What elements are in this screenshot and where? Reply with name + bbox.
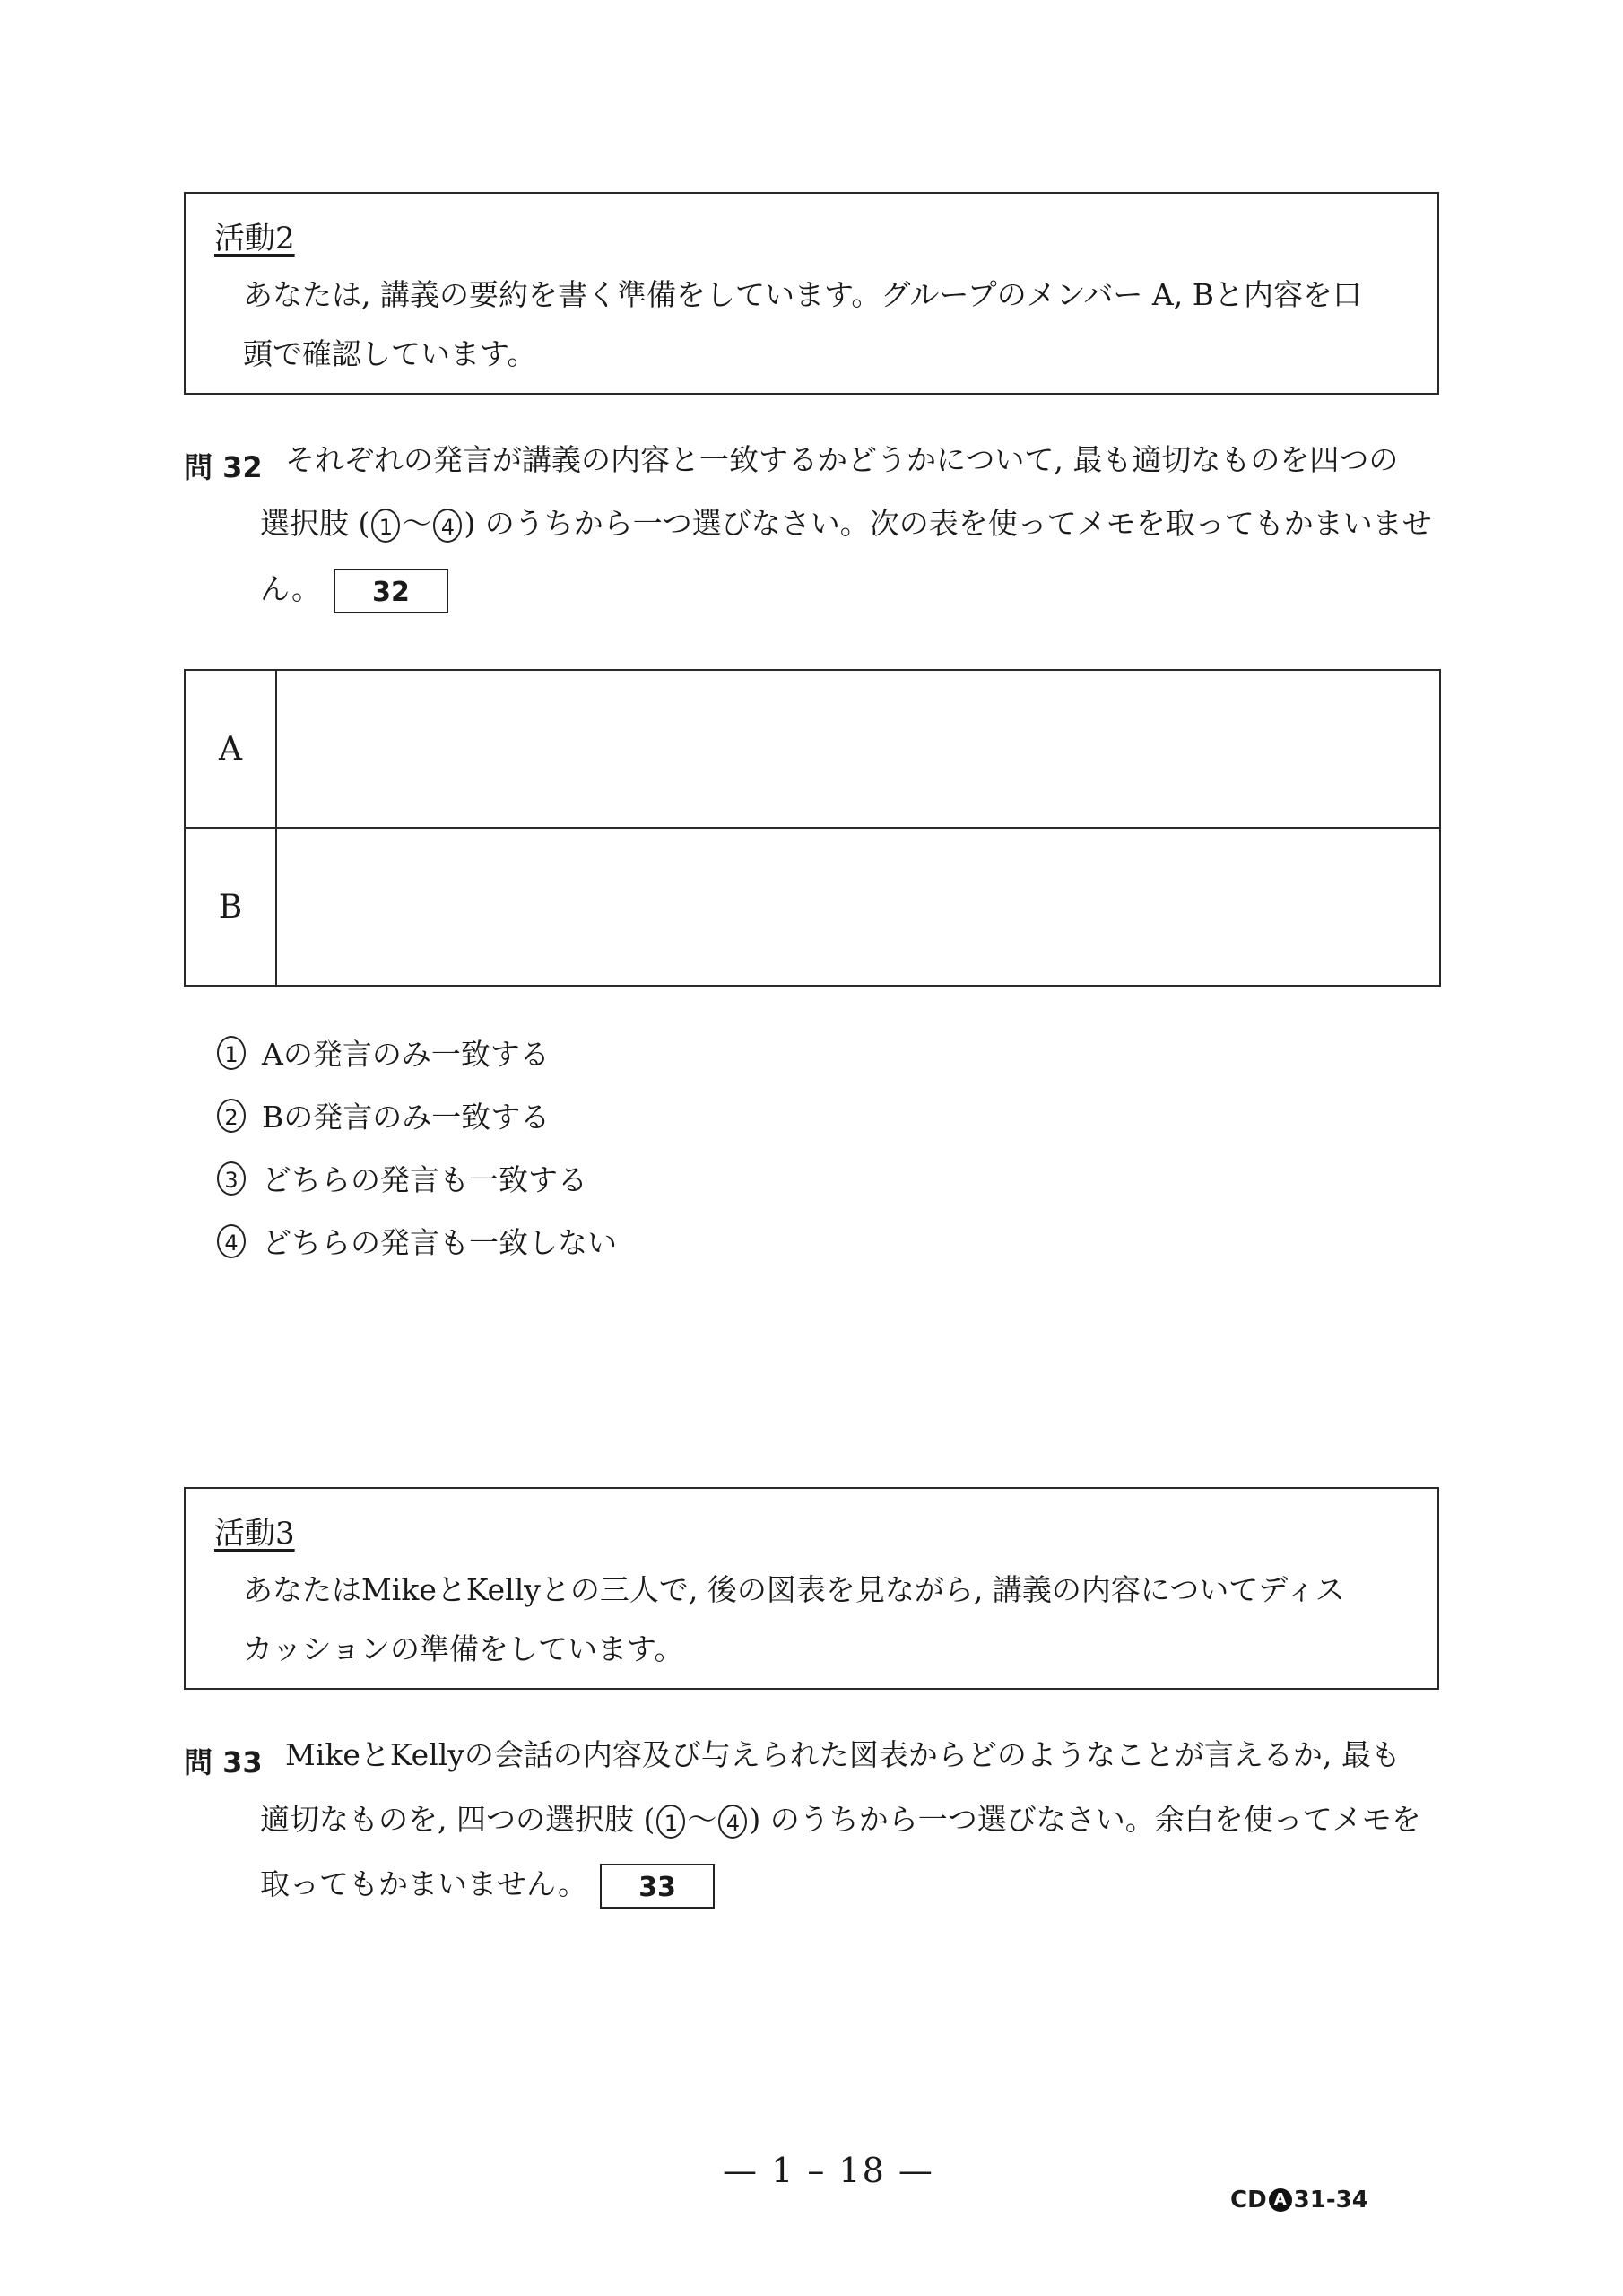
activity3-line2: カッションの準備をしています。 xyxy=(243,1631,684,1666)
circled-number-icon: 1 xyxy=(371,509,400,543)
option-1[interactable] xyxy=(215,1031,550,1074)
q33-line2 xyxy=(260,1790,1421,1849)
option-text: Aの発言のみ一致する xyxy=(262,1037,550,1072)
page-number: — 1 – 18 — xyxy=(723,2151,934,2190)
q33-number: 問 33 xyxy=(184,1745,263,1779)
memo-row-b xyxy=(185,828,1440,986)
circled-number-icon: 1 xyxy=(217,1036,246,1070)
activity2-line2: 頭で確認しています。 xyxy=(243,336,537,371)
q33-line2-post: ) のうちから一つ選びなさい。余白を使ってメモを xyxy=(749,1802,1421,1837)
q32-line1: それぞれの発言が講義の内容と一致するかどうかについて, 最も適切なものを四つの xyxy=(285,442,1399,477)
activity2-title: 活動2 xyxy=(214,221,295,257)
option-3[interactable] xyxy=(215,1157,587,1199)
q33-line2-pre: 適切なものを, 四つの選択肢 ( xyxy=(260,1802,655,1837)
range-tilde: 〜 xyxy=(402,506,432,541)
activity3-box xyxy=(184,1487,1439,1690)
option-text: どちらの発言も一致する xyxy=(262,1162,587,1197)
activity2-box xyxy=(184,192,1439,395)
q32-number: 問 32 xyxy=(184,450,263,484)
circled-number-icon: 4 xyxy=(718,1805,747,1839)
q33-line1: MikeとKellyの会話の内容及び与えられた図表からどのようなことが言えるか, 最も xyxy=(285,1737,1401,1772)
q32-line2 xyxy=(260,494,1432,553)
memo-cell-b[interactable] xyxy=(276,828,1440,986)
memo-label-a: A xyxy=(185,670,276,828)
memo-table xyxy=(184,669,1441,987)
range-tilde: 〜 xyxy=(687,1802,717,1837)
option-4[interactable] xyxy=(215,1220,617,1262)
q32-line3 xyxy=(260,560,448,619)
option-2[interactable] xyxy=(215,1094,550,1136)
answer-box-33[interactable]: 33 xyxy=(600,1864,715,1909)
option-text: Bの発言のみ一致する xyxy=(262,1100,551,1135)
circled-number-icon: 3 xyxy=(217,1161,246,1196)
option-text: どちらの発言も一致しない xyxy=(262,1225,617,1260)
memo-row-a xyxy=(185,670,1440,828)
q32-line3-text: ん。 xyxy=(260,571,321,606)
memo-cell-a[interactable] xyxy=(276,670,1440,828)
circled-letter-a-icon: A xyxy=(1269,2188,1292,2212)
q33-line3-text: 取ってもかまいません。 xyxy=(260,1866,587,1901)
circled-number-icon: 4 xyxy=(217,1224,246,1258)
circled-number-icon: 4 xyxy=(433,509,462,543)
activity2-line1: あなたは, 講義の要約を書く準備をしています。グループのメンバー A, Bと内容を口 xyxy=(243,277,1362,312)
answer-box-32[interactable]: 32 xyxy=(334,569,448,613)
exam-code-suffix: 31-34 xyxy=(1293,2187,1368,2213)
activity3-title: 活動3 xyxy=(214,1516,295,1552)
q32-line2-pre: 選択肢 ( xyxy=(260,506,370,541)
q32-line2-post: ) のうちから一つ選びなさい。次の表を使ってメモを取ってもかまいませ xyxy=(464,506,1432,541)
exam-code-prefix: CD xyxy=(1230,2187,1267,2213)
q33-line3 xyxy=(260,1855,715,1914)
circled-number-icon: 1 xyxy=(656,1805,685,1839)
activity3-line1: あなたはMikeとKellyとの三人で, 後の図表を見ながら, 講義の内容についてディス xyxy=(243,1572,1345,1607)
memo-label-b: B xyxy=(185,828,276,986)
circled-number-icon: 2 xyxy=(217,1099,246,1133)
exam-code xyxy=(1230,2187,1368,2213)
